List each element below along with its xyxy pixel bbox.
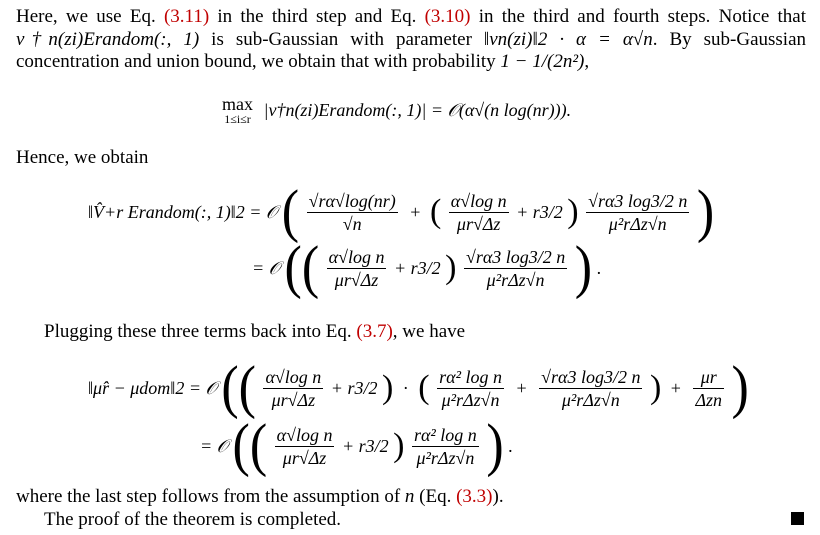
r-three-halves-term: + r3/2 [516,202,563,222]
fraction-numerator: μr [693,368,724,389]
text: The proof of the theorem is completed. [44,509,342,530]
fraction-numerator: √rα3 log3/2 n [541,366,641,387]
citation-link-3-10[interactable]: (3.10) [424,6,471,27]
qed-square-icon [791,512,804,525]
equation-lhs: = 𝒪 [200,436,228,456]
fraction-denominator: μr√Δz [456,213,501,234]
paragraph-hence [16,147,806,170]
equation-lhs: ‖V̂+r Erandom(:, 1)‖2 = 𝒪 [88,202,278,222]
fraction-numerator: √rα3 log3/2 n [588,190,688,211]
fraction-denominator: μr√Δz [271,389,316,410]
equation-max-bound [222,95,571,125]
text: in the third step and Eq. [209,6,425,27]
equation-lhs: = 𝒪 [252,258,280,278]
fraction-denominator: μ²rΔz√n [441,389,500,410]
fraction-denominator: √n [342,213,362,234]
equation-mu-bound-simplified: = 𝒪 (( $\frac{\text{α√log n}}{\mu r√\Delta z}$ + r3/2 ) $\frac{\text{rα² log n}}{\text{μ²rΔz√n}}$ ) . [200,412,513,479]
max-operator: max [222,94,253,114]
equation-vr-bound-simplified: = 𝒪 (( $\frac{\text{α√log n}}{\mu r√\Delta z}$ + r3/2 ) $\frac{√r\alpha 3 \log 3/2 n}{\text{μ²rΔz√n}}$ ) . [252,234,602,301]
text: in the third and fourth steps. Notice that [470,6,806,27]
text: , we have [392,321,466,342]
r-three-halves-term: + r3/2 [341,436,389,456]
paragraph-plugging [44,321,804,344]
dot-operator: · [402,378,409,398]
text: (Eq. [414,486,457,507]
equation-vr-bound: ‖V̂+r Erandom(:, 1)‖2 = 𝒪 ( $\frac{√r\alpha√\log(nr)}{√n}$ + ( $\frac{\text{α√log n}}{\mu r√\Delta z}$ + r3/2 ) $\frac{√r\alpha 3 \log 3/2 n}{\text{μ²rΔz√n}}$ ) [88,178,715,245]
text: . By sub-Gaussian concentration and union bound, we obtain that with probability [16,28,807,72]
inline-math: n [404,486,415,507]
citation-link-3-11[interactable]: (3.11) [163,6,210,27]
text: Hence, we obtain [16,147,149,168]
fraction-denominator: μ²rΔz√n [608,213,667,234]
fraction-denominator: μ²rΔz√n [416,447,475,468]
period: . [596,258,602,278]
inline-math: v†n(zi)Erandom(:, 1) [16,28,200,50]
text: where the last step follows from the assumption of [16,486,405,507]
fraction-numerator: α√log n [276,424,333,445]
fraction-numerator: √rα√log(nr) [308,190,396,211]
plus-sign: + [516,378,527,398]
period: . [508,436,513,456]
r-three-halves-term: + r3/2 [393,258,441,278]
equation-mu-bound: ‖μ̂r − μdom‖2 = 𝒪 (( $\frac{\text{α√log n}}{\mu r√\Delta z}$ + r3/2 ) · ( $\frac{\text{rα² log n}}{\text{μ²rΔz√n}}$ + $\frac{√r\alpha 3 \log 3/2 n}{\text{μ²rΔz√n}}$ ) + $\frac{\mu r}{\text{Δzn}}$ ) [88,354,749,421]
fraction-numerator: rα² log n [413,424,477,445]
paragraph-proof-complete [44,509,744,532]
fraction-denominator: μr√Δz [282,447,327,468]
fraction-numerator: √rα3 log3/2 n [465,246,566,267]
paragraph-last-step [16,486,806,509]
fraction-numerator: α√log n [450,190,507,211]
fraction-denominator: Δzn [695,389,723,410]
text: ). [492,486,504,507]
citation-link-3-7[interactable]: (3.7) [356,321,393,342]
text: is sub-Gaussian with parameter [199,28,484,50]
plus-sign: + [410,202,421,222]
fraction-denominator: μ²rΔz√n [561,389,620,410]
fraction-denominator: μ²rΔz√n [486,269,545,290]
r-three-halves-term: + r3/2 [330,378,378,398]
fraction-numerator: α√log n [265,366,322,387]
citation-link-3-3[interactable]: (3.3) [456,486,493,507]
text: , [584,51,590,72]
equation-body: |v†n(zi)Erandom(:, 1)| = 𝒪(α√(n log(nr))). [263,100,572,120]
fraction-numerator: α√log n [328,246,385,267]
inline-math: 1 − 1/(2n²) [500,51,585,72]
text: Plugging these three terms back into Eq. [44,321,357,342]
fraction-denominator: μr√Δz [334,269,379,290]
equation-lhs: ‖μ̂r − μdom‖2 = 𝒪 [88,378,217,398]
inline-math: ‖vn(zi)‖2 · α = α√n [483,28,653,50]
max-range: 1≤i≤r [224,112,251,126]
fraction-numerator: rα² log n [439,366,502,387]
paragraph-proof-steps [16,6,806,74]
text: Here, we use Eq. [16,6,164,27]
